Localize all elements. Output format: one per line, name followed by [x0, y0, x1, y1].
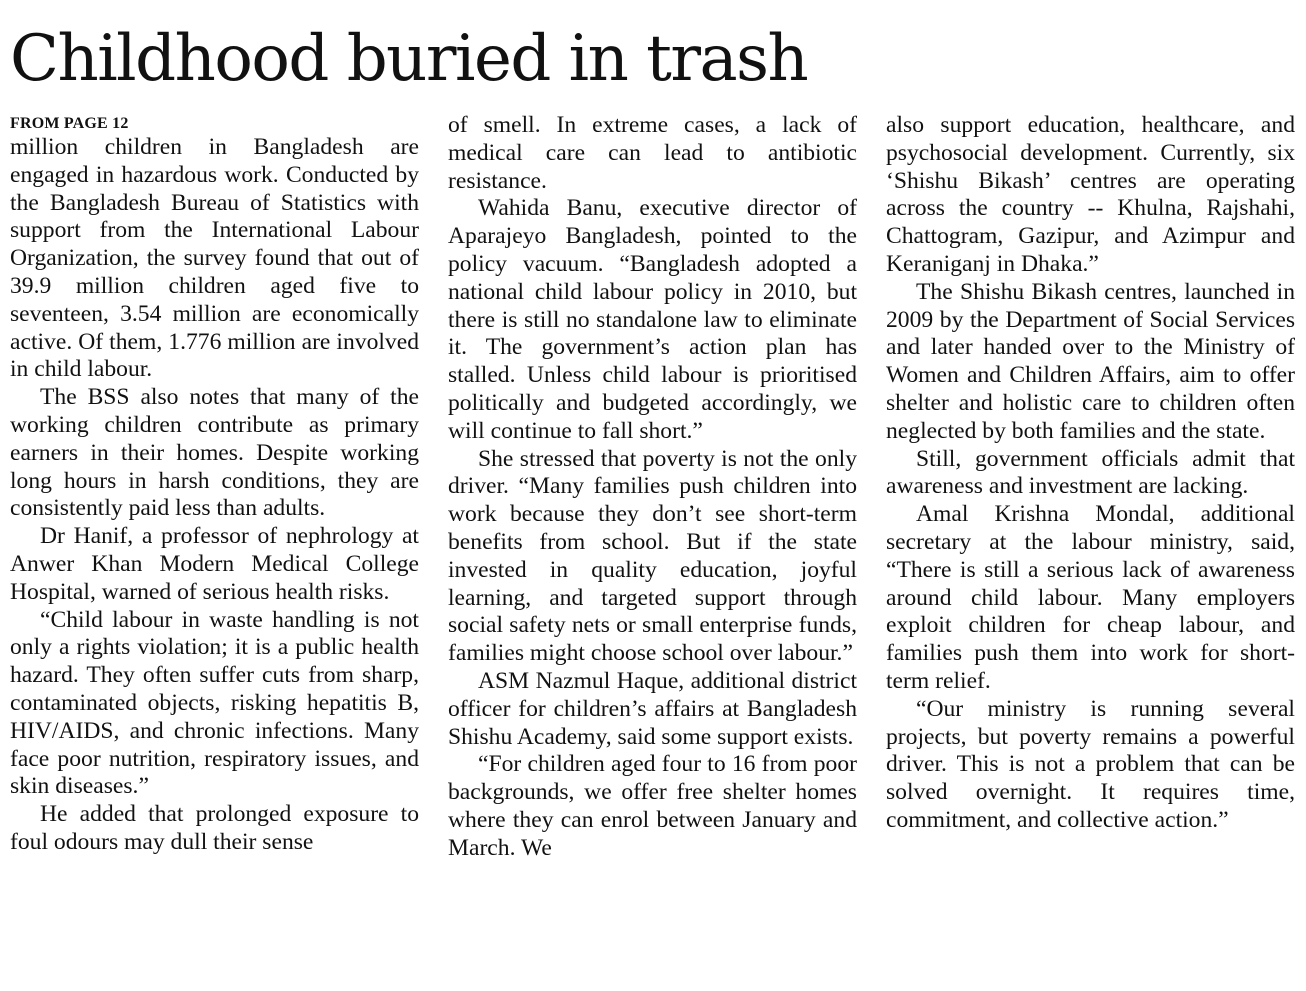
- paragraph: also support education, healthcare, and psychosocial development. Currently, six ‘Shishu Bikash’ centres are operating across the country -- Khulna, Rajshahi, Chattogram, Gazipur, and Azimpur and Keraniganj in Dhaka.”: [886, 112, 1295, 277]
- headline: Childhood buried in trash: [10, 22, 808, 96]
- paragraph: The BSS also notes that many of the working children contribute as primary earners in their homes. Despite working long hours in harsh conditions, they are consistently paid less than adults.: [10, 384, 419, 522]
- article-column-2: [448, 112, 857, 863]
- paragraph: Dr Hanif, a professor of nephrology at Anwer Khan Modern Medical College Hospital, warned of serious health risks.: [10, 523, 419, 605]
- paragraph: Still, government officials admit that awareness and investment are lacking.: [886, 445, 1295, 500]
- paragraph: of smell. In extreme cases, a lack of medical care can lead to antibiotic resistance.: [448, 112, 857, 194]
- paragraph: “Child labour in waste handling is not only a rights violation; it is a public health hazard. They often suffer cuts from sharp, contaminated objects, risking hepatitis B, HIV/AIDS, and chronic infections. Many face poor nutrition, respiratory issues, and skin diseases.”: [10, 606, 419, 800]
- paragraph: million children in Bangladesh are engaged in hazardous work. Conducted by the Bangladesh Bureau of Statistics with support from the International Labour Organization, the survey found that out of 39.9 million children aged five to seventeen, 3.54 million are economically active. Of them, 1.776 million are involved in child labour.: [10, 134, 419, 383]
- paragraph: Wahida Banu, executive director of Aparajeyo Bangladesh, pointed to the policy vacuum. “Bangladesh adopted a national child labour policy in 2010, but there is still no standalone law to eliminate it. The government’s action plan has stalled. Unless child labour is prioritised politically and budgeted accordingly, we will continue to fall short.”: [448, 195, 857, 444]
- paragraph: “For children aged four to 16 from poor backgrounds, we offer free shelter homes where they can enrol between January and March. We: [448, 751, 857, 861]
- article-column-1: [10, 112, 419, 857]
- article-column-3: [886, 112, 1295, 835]
- paragraph: The Shishu Bikash centres, launched in 2009 by the Department of Social Services and later handed over to the Ministry of Women and Children Affairs, aim to offer shelter and holistic care to children often neglected by both families and the state.: [886, 278, 1295, 444]
- paragraph: “Our ministry is running several projects, but poverty remains a powerful driver. This is not a problem that can be solved overnight. It requires time, commitment, and collective action.”: [886, 695, 1295, 833]
- paragraph: She stressed that poverty is not the only driver. “Many families push children into work because they don’t see short-term benefits from school. But if the state invested in quality education, joyful learning, and targeted support through social safety nets or small enterprise funds, families might choose school over labour.”: [448, 445, 857, 667]
- paragraph: He added that prolonged exposure to foul odours may dull their sense: [10, 801, 419, 855]
- paragraph: Amal Krishna Mondal, additional secretary at the labour ministry, said, “There is still a serious lack of awareness around child labour. Many employers exploit children for cheap labour, and families push them into work for short-term relief.: [886, 501, 1295, 694]
- continued-from-kicker: FROM PAGE 12: [10, 115, 129, 132]
- paragraph: ASM Nazmul Haque, additional district officer for children’s affairs at Bangladesh Shishu Academy, said some support exists.: [448, 667, 857, 750]
